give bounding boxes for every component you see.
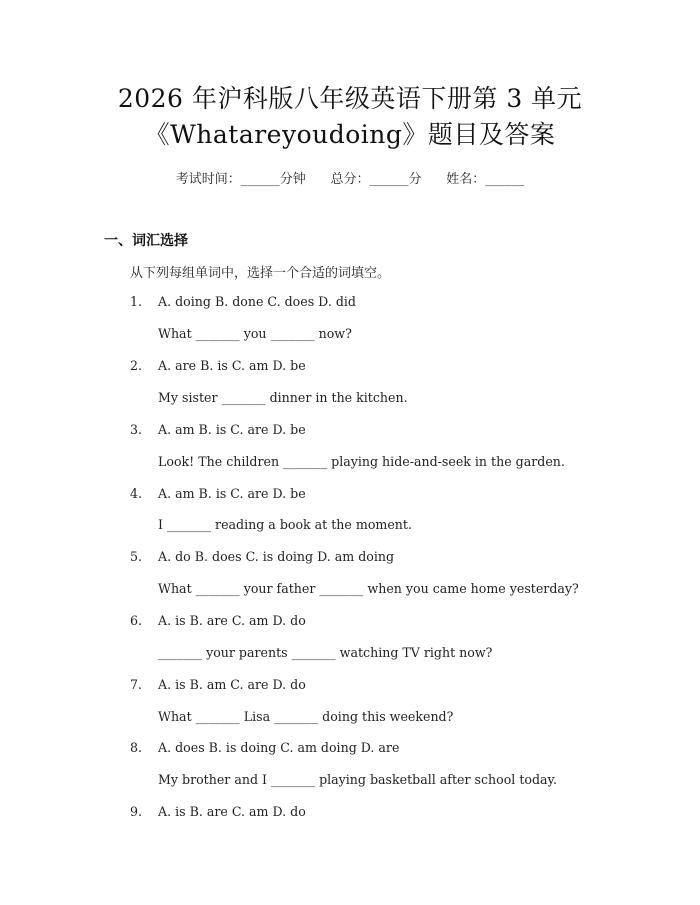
question-number: 9. xyxy=(130,804,143,819)
question-number: 5. xyxy=(130,549,143,564)
options-text: A. am B. is C. are D. be xyxy=(158,486,306,501)
question-number: 3. xyxy=(130,422,143,437)
options-text: A. is B. am C. are D. do xyxy=(158,677,306,692)
options-text: A. is B. are C. am D. do xyxy=(158,804,306,819)
question-options xyxy=(130,358,670,373)
question-number: 6. xyxy=(130,613,143,628)
question-sentence: My brother and I _______ playing basketball after school today. xyxy=(158,772,557,787)
document-title-line1: 2026 年沪科版八年级英语下册第 3 单元 xyxy=(117,84,583,113)
question-sentence: I _______ reading a book at the moment. xyxy=(158,517,412,532)
question-options xyxy=(130,804,670,819)
options-text: A. are B. is C. am D. be xyxy=(158,358,306,373)
section-heading: 一、词汇选择 xyxy=(104,233,188,249)
question-sentence: What _______ your father _______ when you came home yesterday? xyxy=(158,581,579,596)
question-options xyxy=(130,294,670,309)
question-sentence: Look! The children _______ playing hide-and-seek in the garden. xyxy=(158,454,565,469)
question-sentence: What _______ Lisa _______ doing this weekend? xyxy=(158,709,454,724)
question-number: 2. xyxy=(130,358,143,373)
question-options xyxy=(130,549,670,564)
options-text: A. is B. are C. am D. do xyxy=(158,613,306,628)
options-text: A. doing B. done C. does D. did xyxy=(158,294,356,309)
question-options xyxy=(130,613,670,628)
question-sentence: What _______ you _______ now? xyxy=(158,326,352,341)
question-sentence: My sister _______ dinner in the kitchen. xyxy=(158,390,408,405)
question-number: 7. xyxy=(130,677,143,692)
question-options xyxy=(130,740,670,755)
question-options xyxy=(130,677,670,692)
question-number: 4. xyxy=(130,486,143,501)
question-number: 8. xyxy=(130,740,143,755)
question-options xyxy=(130,486,670,501)
options-text: A. does B. is doing C. am doing D. are xyxy=(158,740,400,755)
options-text: A. do B. does C. is doing D. am doing xyxy=(158,549,395,564)
options-text: A. am B. is C. are D. be xyxy=(158,422,306,437)
section-instruction: 从下列每组单词中，选择一个合适的词填空。 xyxy=(130,266,391,281)
document-title-line2: 《Whatareyoudoing》题目及答案 xyxy=(144,120,556,149)
exam-meta-info: 考试时间：______分钟 总分：______分 姓名：______ xyxy=(175,172,525,187)
question-number: 1. xyxy=(130,294,143,309)
question-options xyxy=(130,422,670,437)
question-sentence: _______ your parents _______ watching TV right now? xyxy=(158,645,493,660)
